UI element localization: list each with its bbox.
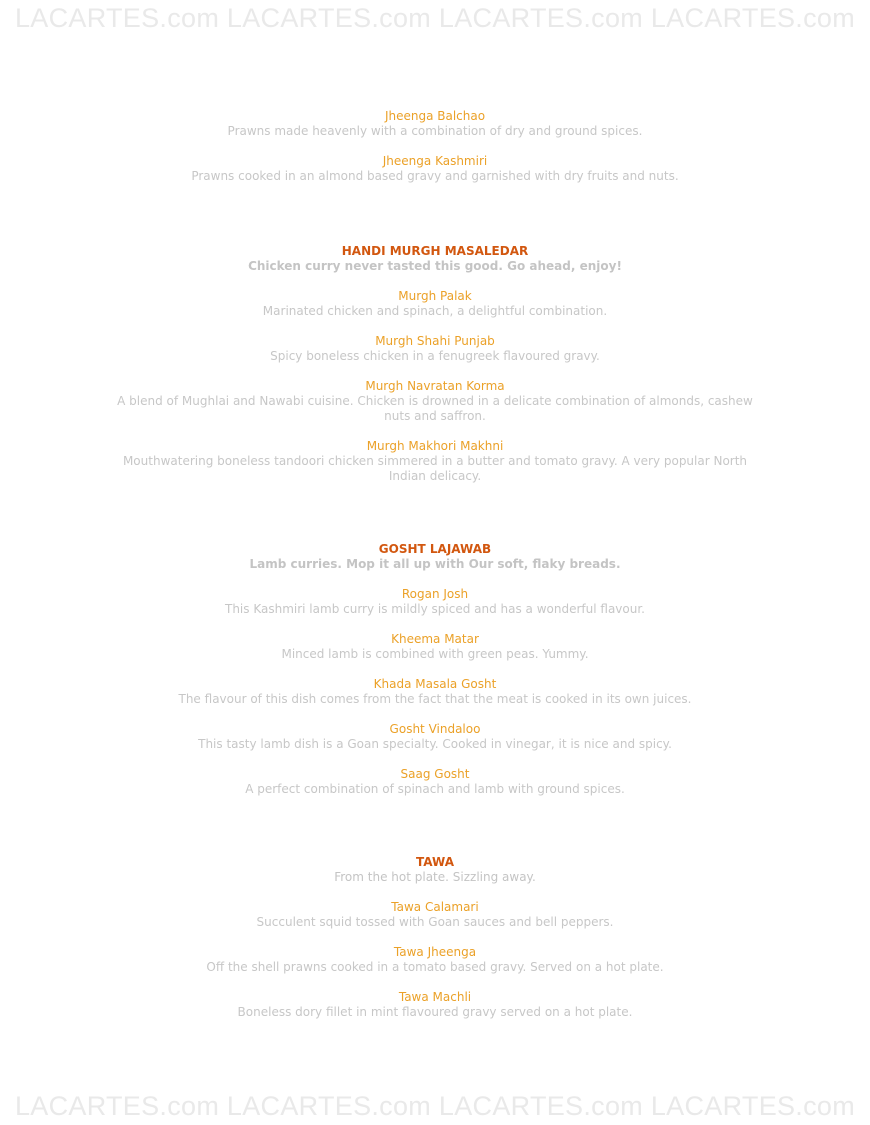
item-description: This tasty lamb dish is a Goan specialty. Cooked in vinegar, it is nice and spicy. [198, 737, 672, 751]
watermark-bottom: LACARTES.com LACARTES.com LACARTES.com LACARTES.com [14, 1091, 856, 1121]
menu-item [0, 334, 870, 364]
menu-item [0, 900, 870, 930]
item-name: Gosht Vindaloo [389, 722, 481, 736]
menu-item [0, 990, 870, 1020]
section-title: HANDI MURGH MASALEDAR [341, 244, 529, 258]
item-name: Murgh Navratan Korma [365, 379, 505, 393]
menu-item [0, 767, 870, 797]
menu-page [0, 109, 870, 1078]
section-header [0, 855, 870, 885]
section-header [0, 244, 870, 274]
item-name: Jheenga Balchao [384, 109, 486, 123]
item-description: Marinated chicken and spinach, a delightful combination. [262, 304, 608, 318]
item-name: Murgh Makhori Makhni [366, 439, 504, 453]
watermark-top: LACARTES.com LACARTES.com LACARTES.com LACARTES.com [14, 3, 856, 33]
menu-item [0, 632, 870, 662]
item-description: Boneless dory fillet in mint flavoured gravy served on a hot plate. [237, 1005, 633, 1019]
item-name: Saag Gosht [400, 767, 470, 781]
menu-section-chicken [0, 244, 870, 484]
section-tagline: Chicken curry never tasted this good. Go ahead, enjoy! [248, 259, 622, 273]
item-name: Khada Masala Gosht [373, 677, 497, 691]
menu-item [0, 439, 870, 484]
menu-section-prawns [0, 109, 870, 184]
item-description: A blend of Mughlai and Nawabi cuisine. Chicken is drowned in a delicate combination of almonds, cashew nuts and saffron. [117, 394, 753, 423]
item-description: Prawns made heavenly with a combination of dry and ground spices. [227, 124, 643, 138]
item-name: Murgh Palak [398, 289, 472, 303]
item-name: Murgh Shahi Punjab [375, 334, 495, 348]
section-tagline: From the hot plate. Sizzling away. [334, 870, 536, 884]
item-description: The flavour of this dish comes from the fact that the meat is cooked in its own juices. [178, 692, 692, 706]
item-description: A perfect combination of spinach and lamb with ground spices. [245, 782, 625, 796]
menu-section-lamb [0, 542, 870, 797]
menu-item [0, 154, 870, 184]
item-description: Off the shell prawns cooked in a tomato based gravy. Served on a hot plate. [206, 960, 664, 974]
section-title: GOSHT LAJAWAB [378, 542, 492, 556]
section-title: TAWA [416, 855, 454, 869]
item-name: Tawa Jheenga [393, 945, 477, 959]
menu-item [0, 677, 870, 707]
item-description: Minced lamb is combined with green peas. Yummy. [281, 647, 589, 661]
menu-item [0, 945, 870, 975]
item-name: Tawa Machli [398, 990, 472, 1004]
menu-item [0, 379, 870, 424]
item-description: Spicy boneless chicken in a fenugreek flavoured gravy. [270, 349, 600, 363]
menu-item [0, 722, 870, 752]
item-description: Mouthwatering boneless tandoori chicken simmered in a butter and tomato gravy. A very popular North Indian delicacy. [122, 454, 748, 483]
section-header [0, 542, 870, 572]
item-name: Jheenga Kashmiri [382, 154, 488, 168]
item-name: Tawa Calamari [391, 900, 479, 914]
item-description: Prawns cooked in an almond based gravy and garnished with dry fruits and nuts. [191, 169, 679, 183]
menu-item [0, 587, 870, 617]
item-name: Kheema Matar [391, 632, 479, 646]
section-tagline: Lamb curries. Mop it all up with Our soft, flaky breads. [249, 557, 621, 571]
menu-section-tawa [0, 855, 870, 1020]
menu-item [0, 109, 870, 139]
item-description: Succulent squid tossed with Goan sauces and bell peppers. [256, 915, 614, 929]
item-name: Rogan Josh [401, 587, 469, 601]
menu-item [0, 289, 870, 319]
item-description: This Kashmiri lamb curry is mildly spiced and has a wonderful flavour. [225, 602, 645, 616]
